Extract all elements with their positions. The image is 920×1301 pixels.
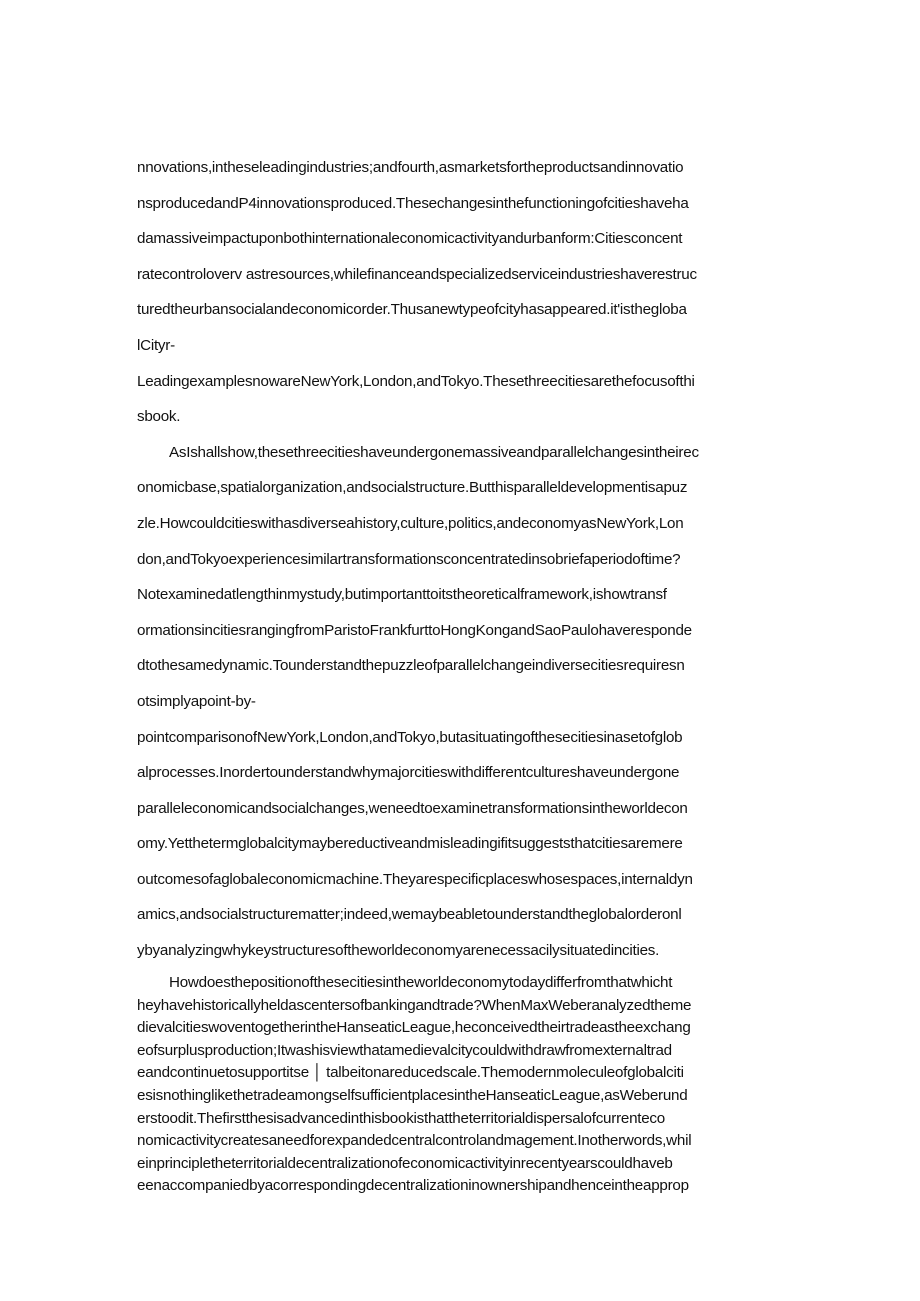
text-line: nomicactivitycreatesaneedforexpandedcentralcontrolandmagement.Inotherwords,whil	[137, 1132, 692, 1150]
text-block-single-spaced	[137, 972, 789, 1198]
paragraph-first-line: Howdoesthepositionofthesecitiesintheworldeconomytodaydifferfromthatwhicht	[169, 974, 673, 991]
text-line: omy.Yetthetermglobalcitymaybereductiveandmisleadingifitsuggeststhatcitiesaremere	[137, 835, 683, 853]
text-line: alprocesses.Inordertounderstandwhymajorcitieswithdifferentcultureshaveundergone	[137, 764, 680, 782]
text-line: pointcomparisonofNewYork,London,andTokyo,butasituatingofthesecitiesinasetofglob	[137, 728, 683, 746]
text-line: Notexaminedatlengthinmystudy,butimportanttoitstheoreticalframework,ishowtransf	[137, 586, 667, 604]
text-line: damassiveimpactuponbothinternationaleconomicactivityandurbanform:Citiesconcent	[137, 230, 683, 248]
text-line: esisnothinglikethetradeamongselfsufficientplacesintheHanseaticLeague,asWeberund	[137, 1086, 688, 1104]
text-line: don,andTokyoexperiencesimilartransformationsconcentratedinsobriefaperiodoftime?	[137, 550, 681, 568]
text-block-double-spaced	[137, 150, 789, 969]
text-line: turedtheurbansocialandeconomicorder.Thusanewtypeofcityhasappeared.it'isthegloba	[137, 301, 687, 319]
text-line: paralleleconomicandsocialchanges,weneedtoexaminetransformationsintheworldecon	[137, 799, 688, 817]
text-line: nnovations,intheseleadingindustries;andfourth,asmarketsfortheproductsandinnovatio	[137, 159, 684, 176]
text-line: zle.Howcouldcitieswithasdiverseahistory,culture,politics,andeconomyasNewYork,Lon	[137, 514, 684, 532]
text-line: eenaccompaniedbyacorrespondingdecentralizationinownershipandhenceintheapprop	[137, 1177, 689, 1195]
text-line: sbook.	[137, 408, 181, 426]
text-line: otsimplyapoint-by-	[137, 692, 256, 710]
text-line: einprincipletheterritorialdecentralizationofeconomicactivityinrecentyearscouldhaveb	[137, 1154, 673, 1172]
text-line: outcomesofaglobaleconomicmachine.Theyarespecificplaceswhosespaces,internaldyn	[137, 870, 693, 888]
text-line: erstoodit.Thefirstthesisadvancedinthisbookisthattheterritorialdispersalofcurrenteco	[137, 1109, 665, 1127]
text-line: amics,andsocialstructurematter;indeed,wemaybeabletounderstandtheglobalorderonl	[137, 906, 682, 924]
text-line: eofsurplusproduction;Itwashisviewthatamedievalcitycouldwithdrawfromexternaltrad	[137, 1041, 672, 1059]
text-line: lCityr-	[137, 336, 175, 354]
text-line: nsproducedandP4innovationsproduced.Thesechangesinthefunctioningofcitieshaveha	[137, 194, 689, 212]
text-line: onomicbase,spatialorganization,andsocialstructure.Butthisparalleldevelopmentisapuz	[137, 479, 688, 497]
text-line: ormationsincitiesrangingfromParistoFrankfurttoHongKongandSaoPaulohaveresponde	[137, 621, 692, 639]
paragraph-first-line: AsIshallshow,thesethreecitieshaveundergonemassiveandparallelchangesintheirec	[169, 443, 699, 461]
text-line: LeadingexamplesnowareNewYork,London,andTokyo.Thesethreecitiesarethefocusofthi	[137, 372, 695, 390]
text-line: ybyanalyzingwhykeystructuresoftheworldeconomyarenecessacilysituatedincities.	[137, 942, 660, 960]
text-line: dtothesamedynamic.Tounderstandthepuzzleofparallelchangeindiversecitiesrequiresn	[137, 657, 685, 675]
text-line: ratecontroloverv astresources,whilefinanceandspecializedserviceindustrieshaverestruc	[137, 265, 697, 283]
text-line: dievalcitieswoventogetherintheHanseaticLeague,heconceivedtheirtradeastheexchang	[137, 1019, 691, 1037]
text-line: heyhavehistoricallyheldascentersofbankingandtrade?WhenMaxWeberanalyzedtheme	[137, 996, 692, 1014]
text-line: eandcontinuetosupportitse │ talbeitonareducedscale.Themodernmoleculeofglobalciti	[137, 1064, 684, 1082]
